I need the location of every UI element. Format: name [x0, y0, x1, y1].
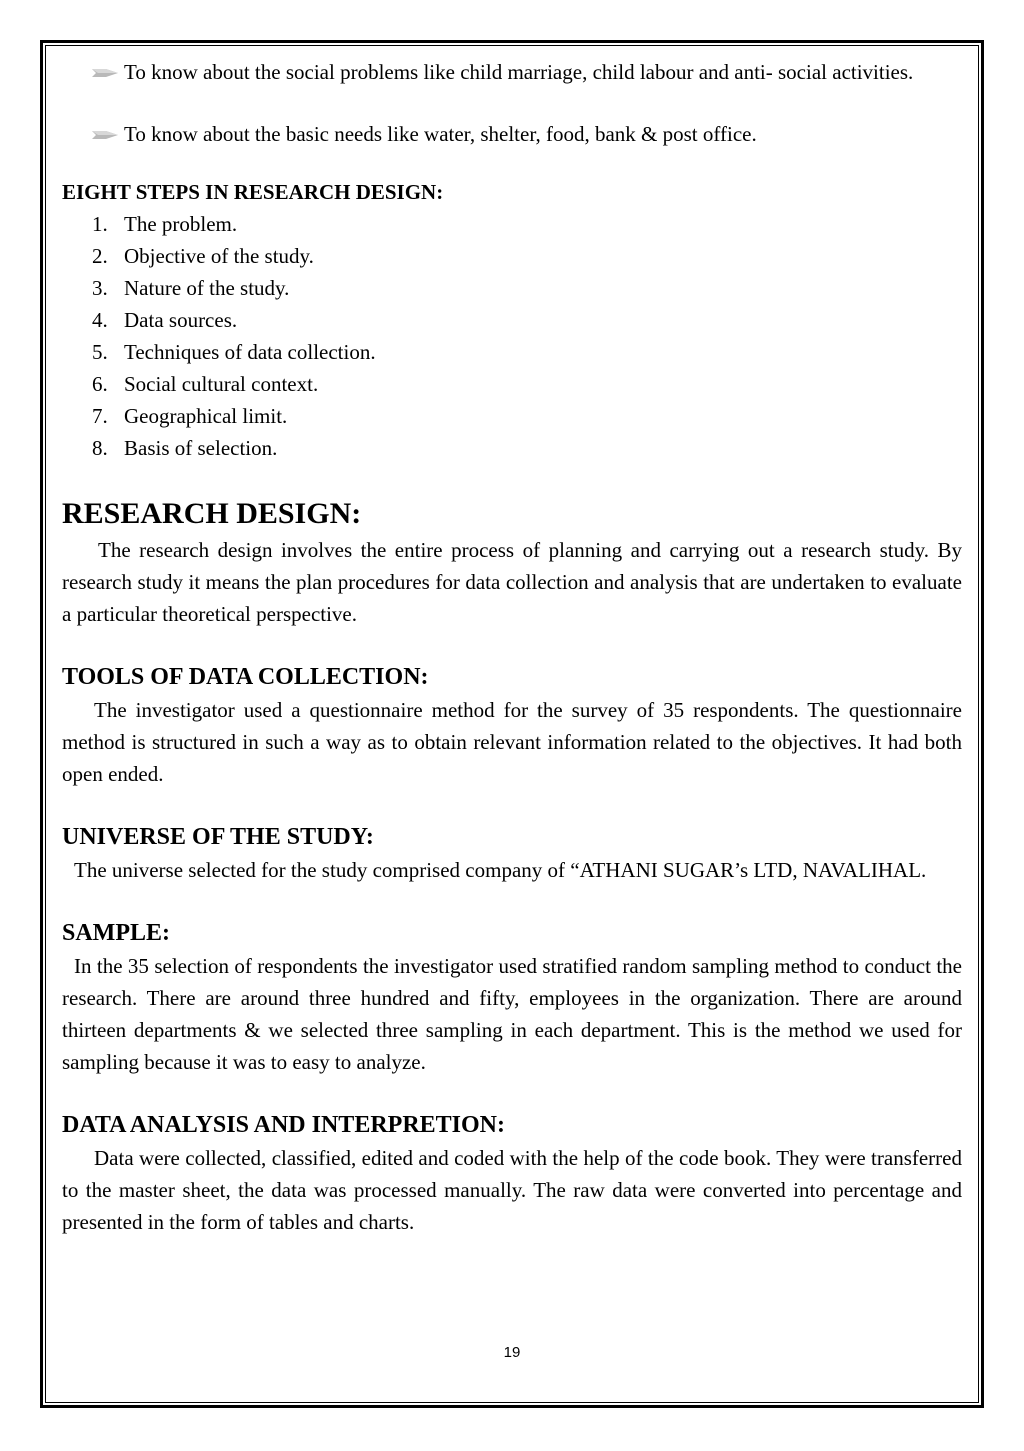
- list-item-text: The problem.: [124, 212, 238, 236]
- bullet-text: To know about the basic needs like water, shelter, food, bank & post office.: [124, 122, 757, 146]
- list-item-number: 1.: [92, 212, 108, 236]
- sample-paragraph: In the 35 selection of respondents the investigator used stratified random sampling method to conduct the research. There are around three hundred and fifty, employees in the organization. There are around thirteen departments & we selected three sampling in each department. This is the method we used for sampling because it was to easy to analyze.: [62, 954, 962, 1074]
- list-item-text: Basis of selection.: [124, 436, 278, 460]
- analysis-heading: DATA ANALYSIS AND INTERPRETION:: [62, 1112, 505, 1138]
- universe-paragraph: The universe selected for the study comprised company of “ATHANI SUGAR’s LTD, NAVALIHAL.: [74, 858, 927, 882]
- analysis-paragraph: Data were collected, classified, edited and coded with the help of the code book. They were transferred to the master sheet, the data was processed manually. The raw data were converted into percentage and presented in the form of tables and charts.: [62, 1146, 962, 1234]
- list-item-number: 6.: [92, 372, 108, 396]
- bullet-item: [62, 118, 962, 150]
- list-item: [62, 240, 962, 272]
- list-item: [62, 272, 962, 304]
- bullet-item: [62, 56, 962, 88]
- list-item-number: 8.: [92, 436, 108, 460]
- list-item-number: 4.: [92, 308, 108, 332]
- arrow-bullet-icon: [92, 68, 118, 78]
- list-item-text: Techniques of data collection.: [124, 340, 376, 364]
- list-item-number: 3.: [92, 276, 108, 300]
- sample-heading: SAMPLE:: [62, 920, 170, 946]
- arrow-bullet-icon: [92, 130, 118, 140]
- list-item-text: Social cultural context.: [124, 372, 319, 396]
- list-item: [62, 400, 962, 432]
- list-item-text: Data sources.: [124, 308, 238, 332]
- list-item-number: 2.: [92, 244, 108, 268]
- universe-heading: UNIVERSE OF THE STUDY:: [62, 824, 374, 850]
- page-content: [62, 56, 962, 1238]
- list-item: [62, 368, 962, 400]
- list-item: [62, 304, 962, 336]
- steps-heading: EIGHT STEPS IN RESEARCH DESIGN:: [62, 180, 444, 204]
- research-design-heading: RESEARCH DESIGN:: [62, 497, 362, 530]
- bullet-text: To know about the social problems like child marriage, child labour and anti- social activities.: [124, 60, 914, 84]
- page-number: 19: [503, 1344, 521, 1361]
- list-item: [62, 432, 962, 464]
- list-item-text: Objective of the study.: [124, 244, 314, 268]
- tools-paragraph: The investigator used a questionnaire method for the survey of 35 respondents. The questionnaire method is structured in such a way as to obtain relevant information related to the objectives. It had both open ended.: [62, 698, 962, 786]
- list-item-number: 7.: [92, 404, 108, 428]
- list-item: [62, 336, 962, 368]
- list-item-text: Geographical limit.: [124, 404, 288, 428]
- steps-list: [62, 208, 962, 464]
- tools-heading: TOOLS OF DATA COLLECTION:: [62, 664, 429, 690]
- research-design-paragraph: The research design involves the entire process of planning and carrying out a research study. By research study it means the plan procedures for data collection and analysis that are undertaken to evaluate a particular theoretical perspective.: [62, 538, 962, 626]
- list-item-text: Nature of the study.: [124, 276, 290, 300]
- list-item-number: 5.: [92, 340, 108, 364]
- list-item: [62, 208, 962, 240]
